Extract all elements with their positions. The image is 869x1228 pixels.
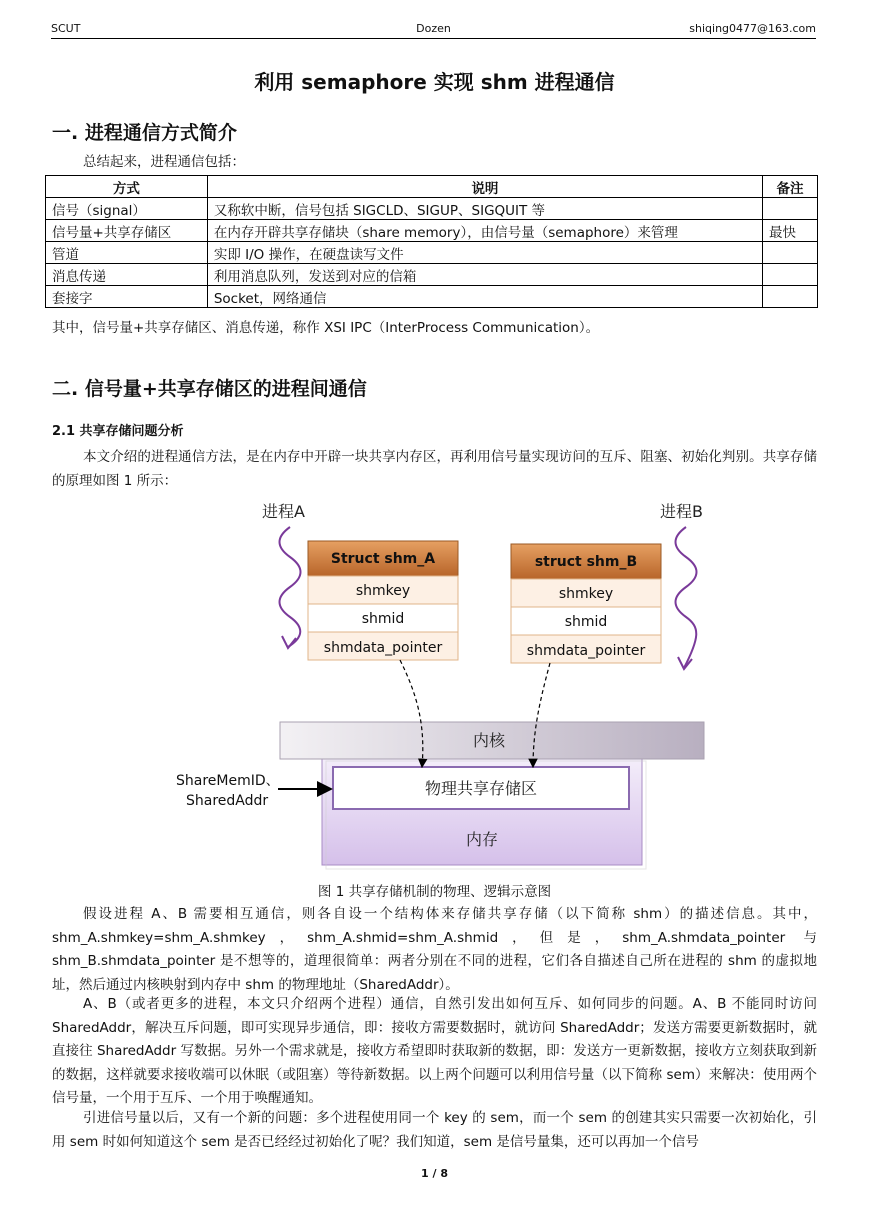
section-2-1-heading: 2.1 共享存储问题分析 bbox=[52, 424, 184, 439]
body-paragraph: 假设进程 A、B 需要相互通信，则各自设一个结构体来存储共享存储（以下简称 shm）的描述信息。其中，shm_A.shmkey=shm_A.shmkey，shm_A.shmid=shm_A.shmid，但是，shm_A.shmdata_pointer 与 shm_B.shmdata_pointer 是不想等的，道理很简单：两者分别在不同的进程，它们各自描述自己所在进程的 shm 的虚拟地址，然后通过内核映射到内存中 shm 的物理地址（SharedAddr）。 bbox=[52, 906, 817, 993]
header-left: SCUT bbox=[51, 22, 81, 35]
table-row bbox=[46, 242, 818, 264]
struct-b-field: shmkey bbox=[558, 586, 614, 602]
section-2-heading: 二. 信号量+共享存储区的进程间通信 bbox=[52, 378, 367, 400]
page-header bbox=[51, 20, 816, 39]
table-row bbox=[46, 198, 818, 220]
memory-label: 内存 bbox=[465, 830, 499, 849]
table-cell: 消息传递 bbox=[46, 264, 208, 286]
process-b-label: 进程B bbox=[660, 502, 703, 521]
section-2-intro: 本文介绍的进程通信方法，是在内存中开辟一块共享内存区，再利用信号量实现访问的互斥、阻塞、初始化判别。共享存储的原理如图 1 所示： bbox=[52, 449, 817, 489]
body-paragraph: A、B（或者更多的进程，本文只介绍两个进程）通信，自然引发出如何互斥、如何同步的问题。A、B 不能同时访问 SharedAddr，解决互斥问题，即可实现异步通信，即：接收方需要数据时，就访问 SharedAddr；发送方需要更新数据时，就直接往 SharedAddr 写数据。另外一个需求就是，接收方希望即时获取新的数据，即：发送方一更新数据，接收方立刻获取到新的数据，这样就要求接收端可以休眠（或阻塞）等待新数据。以上两个问题可以利用信号量（以下简称 sem）来解决：使用两个信号量，一个用于互斥、一个用于唤醒通知。 bbox=[52, 996, 817, 1106]
table-cell: 信号（signal） bbox=[46, 198, 208, 220]
physical-shm-label: 物理共享存储区 bbox=[424, 779, 538, 798]
struct-b-field: shmid bbox=[564, 614, 608, 630]
body-paragraph: 引进信号量以后，又有一个新的问题：多个进程使用同一个 key 的 sem，而一个 sem 的创建其实只需要一次初始化，引用 sem 时如何知道这个 sem 是否已经经过初始化了呢？我们知道，sem 是信号量集，还可以再加一个信号 bbox=[52, 1110, 817, 1150]
table-cell: Socket，网络通信 bbox=[207, 286, 762, 308]
column-header: 说明 bbox=[207, 176, 762, 198]
struct-a-field: shmkey bbox=[355, 583, 411, 599]
process-a-label: 进程A bbox=[262, 502, 305, 521]
section-1-intro: 总结起来，进程通信包括： bbox=[83, 154, 245, 170]
table-row bbox=[46, 220, 818, 242]
table-cell: 利用消息队列，发送到对应的信箱 bbox=[207, 264, 762, 286]
table-cell: 管道 bbox=[46, 242, 208, 264]
page-number: 1 / 8 bbox=[421, 1167, 448, 1180]
table-cell: 在内存开辟共享存储块（share memory），由信号量（semaphore）来管理 bbox=[207, 220, 762, 242]
column-header: 方式 bbox=[46, 176, 208, 198]
table-cell bbox=[763, 198, 818, 220]
table-cell bbox=[763, 264, 818, 286]
table-row bbox=[46, 286, 818, 308]
ipc-methods-table bbox=[45, 175, 818, 308]
header-center: Dozen bbox=[416, 22, 451, 35]
column-header: 备注 bbox=[763, 176, 818, 198]
share-mem-id-label: ShareMemID、 bbox=[176, 773, 280, 789]
table-cell: 又称软中断，信号包括 SIGCLD、SIGUP、SIGQUIT 等 bbox=[207, 198, 762, 220]
table-cell bbox=[763, 286, 818, 308]
struct-b-field: shmdata_pointer bbox=[526, 643, 646, 659]
section-1-note: 其中，信号量+共享存储区、消息传递，称作 XSI IPC（InterProcess Communication）。 bbox=[52, 320, 600, 336]
shm-mechanism-figure bbox=[0, 492, 869, 892]
table-cell bbox=[763, 242, 818, 264]
document-title: 利用 semaphore 实现 shm 进程通信 bbox=[254, 70, 615, 94]
process-b-timeline-icon bbox=[676, 527, 697, 668]
figure-caption: 图 1 共享存储机制的物理、逻辑示意图 bbox=[317, 884, 552, 900]
table-cell: 实即 I/O 操作，在硬盘读写文件 bbox=[207, 242, 762, 264]
table-row bbox=[46, 264, 818, 286]
section-1-heading: 一. 进程通信方式简介 bbox=[52, 122, 237, 144]
struct-a-field: shmid bbox=[361, 611, 405, 627]
struct-b-title: struct shm_B bbox=[534, 554, 638, 570]
kernel-label: 内核 bbox=[472, 731, 506, 750]
struct-a-field: shmdata_pointer bbox=[323, 640, 443, 656]
table-cell: 套接字 bbox=[46, 286, 208, 308]
table-cell: 信号量+共享存储区 bbox=[46, 220, 208, 242]
header-email: shiqing0477@163.com bbox=[689, 22, 816, 35]
shared-addr-label: SharedAddr bbox=[186, 793, 269, 809]
struct-a-title: Struct shm_A bbox=[330, 551, 436, 567]
table-cell: 最快 bbox=[763, 220, 818, 242]
table-header-row bbox=[46, 176, 818, 198]
process-a-timeline-icon bbox=[280, 527, 301, 647]
struct-shm-b bbox=[511, 544, 661, 663]
figure-diagram bbox=[0, 492, 869, 882]
struct-shm-a bbox=[308, 541, 458, 660]
